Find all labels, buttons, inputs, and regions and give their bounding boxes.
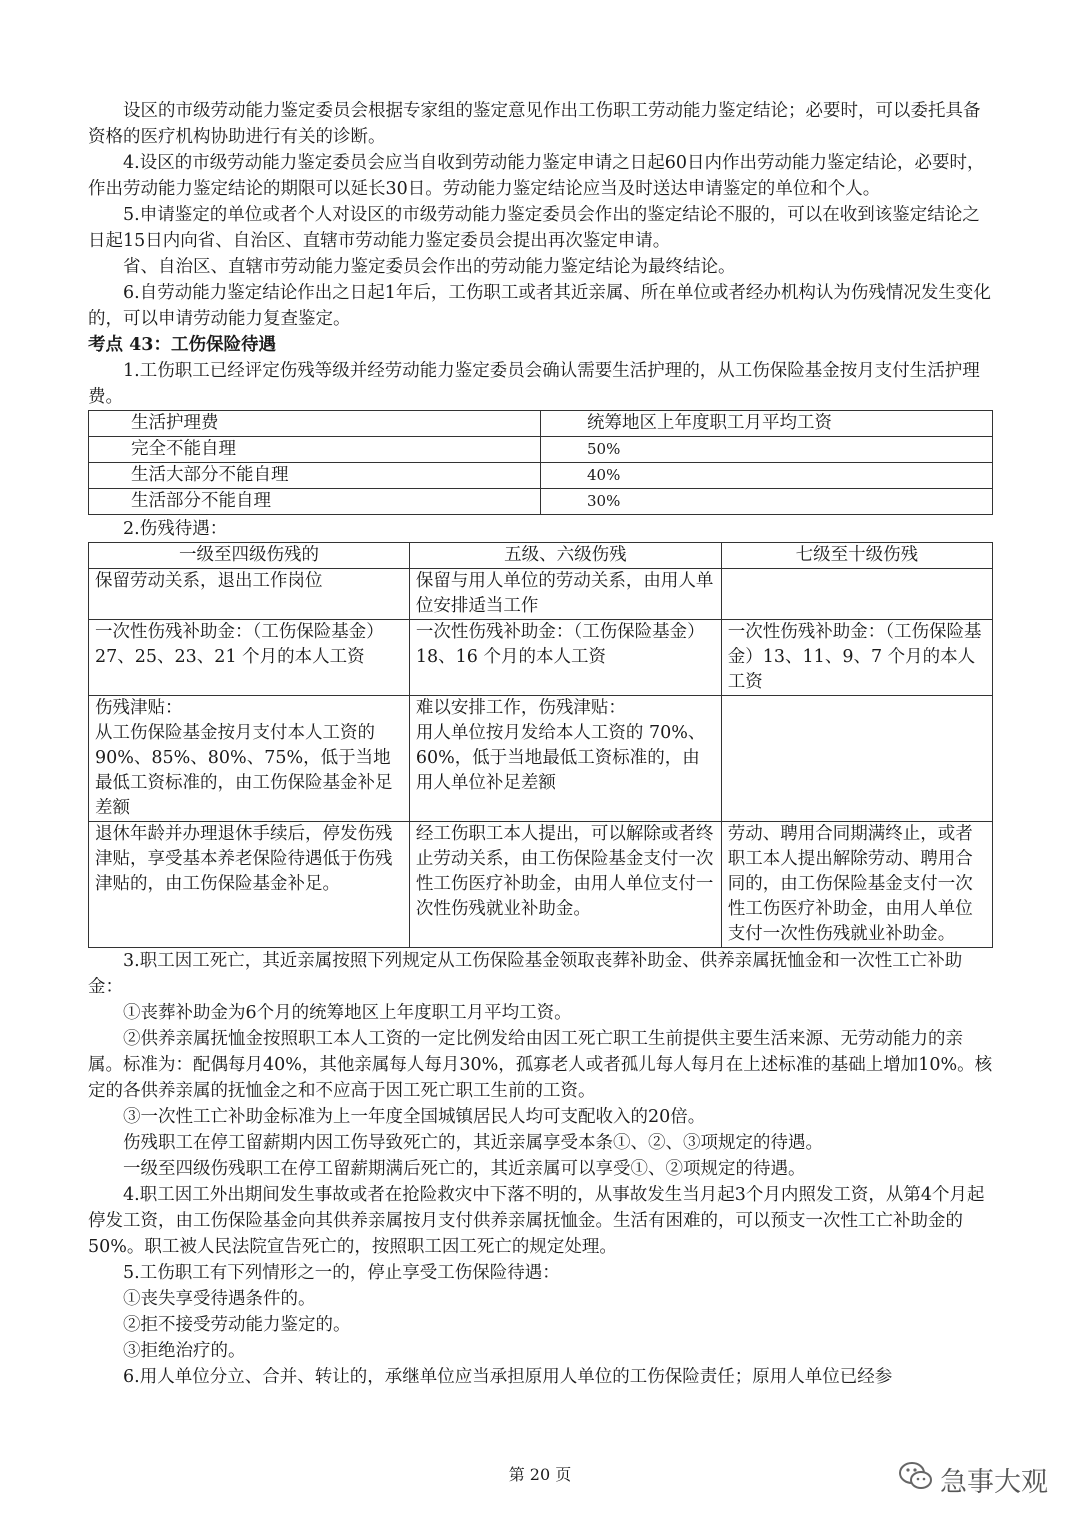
table-cell: 30% [541, 489, 993, 515]
table-row [89, 489, 993, 515]
care-fee-table [88, 410, 993, 515]
paragraph: 3.职工因工死亡，其近亲属按照下列规定从工伤保险基金领取丧葬补助金、供养亲属抚恤金和一次性工亡补助金： [88, 951, 963, 997]
table-cell: 保留劳动关系，退出工作岗位 [89, 569, 410, 620]
watermark-text: 急事大观 [940, 1467, 1048, 1498]
table-cell: 一次性伤残补助金：（工伤保险基金）27、25、23、21 个月的本人工资 [89, 620, 410, 696]
table-row [89, 696, 993, 822]
table-header-row [89, 411, 993, 437]
table-row [89, 463, 993, 489]
paragraph: 6.用人单位分立、合并、转让的，承继单位应当承担原用人单位的工伤保险责任；原用人单位已经参 [123, 1367, 893, 1387]
table-cell: 生活大部分不能自理 [89, 463, 541, 489]
paragraph: 一级至四级伤残职工在停工留薪期满后死亡的，其近亲属可以享受①、②项规定的待遇。 [123, 1159, 806, 1179]
table-cell: 难以安排工作，伤残津贴： 用人单位按月发给本人工资的 70%、60%，低于当地最低工资标准的，由用人单位补足差额 [409, 696, 721, 822]
paragraph: 4.职工因工外出期间发生事故或者在抢险救灾中下落不明的，从事故发生当月起3个月内照发工资，从第4个月起停发工资，由工伤保险基金向其供养亲属按月支付供养亲属抚恤金。生活有困难的，可以预支一次性工亡补助金的50%。职工被人民法院宣告死亡的，按照职工因工死亡的规定处理。 [88, 1185, 985, 1257]
paragraph: 5.工伤职工有下列情形之一的，停止享受工伤保险待遇： [123, 1263, 560, 1283]
wechat-icon [898, 1461, 934, 1498]
paragraph: 设区的市级劳动能力鉴定委员会根据专家组的鉴定意见作出工伤职工劳动能力鉴定结论；必要时，可以委托具备资格的医疗机构协助进行有关的诊断。 [88, 101, 981, 147]
paragraph: ②拒不接受劳动能力鉴定的。 [123, 1315, 351, 1335]
table-cell: 伤残津贴： 从工伤保险基金按月支付本人工资的 90%、85%、80%、75%，低于当地最低工资标准的，由工伤保险基金补足差额 [89, 696, 410, 822]
document-page [88, 98, 993, 1390]
table-header-cell: 一级至四级伤残的 [89, 543, 410, 569]
paragraph: 2.伤残待遇： [123, 519, 228, 539]
disability-benefits-table [88, 542, 993, 948]
table-cell: 一次性伤残补助金：（工伤保险基金）18、16 个月的本人工资 [409, 620, 721, 696]
paragraph: ③一次性工亡补助金标准为上一年度全国城镇居民人均可支配收入的20倍。 [123, 1107, 706, 1127]
paragraph: 6.自劳动能力鉴定结论作出之日起1年后，工伤职工或者其近亲属、所在单位或者经办机构认为伤残情况发生变化的，可以申请劳动能力复查鉴定。 [88, 283, 991, 329]
table-header-cell: 生活护理费 [89, 411, 541, 437]
paragraph: ③拒绝治疗的。 [123, 1341, 246, 1361]
table-row [89, 569, 993, 620]
page-number: 第 20 页 [508, 1465, 572, 1484]
table-cell [721, 696, 992, 822]
paragraph: 4.设区的市级劳动能力鉴定委员会应当自收到劳动能力鉴定申请之日起60日内作出劳动能力鉴定结论，必要时，作出劳动能力鉴定结论的期限可以延长30日。劳动能力鉴定结论应当及时送达申请鉴定的单位和个人。 [88, 153, 985, 199]
table-cell: 50% [541, 437, 993, 463]
table-header-row [89, 543, 993, 569]
table-row [89, 437, 993, 463]
paragraph: 5.申请鉴定的单位或者个人对设区的市级劳动能力鉴定委员会作出的鉴定结论不服的，可以在收到该鉴定结论之日起15日内向省、自治区、直辖市劳动能力鉴定委员会提出再次鉴定申请。 [88, 205, 980, 251]
table-cell [721, 569, 992, 620]
table-header-cell: 七级至十级伤残 [721, 543, 992, 569]
paragraph: 1.工伤职工已经评定伤残等级并经劳动能力鉴定委员会确认需要生活护理的，从工伤保险基金按月支付生活护理费。 [88, 361, 980, 407]
table-row [89, 822, 993, 948]
table-cell: 一次性伤残补助金：（工伤保险基金）13、11、9、7 个月的本人工资 [721, 620, 992, 696]
paragraph: ②供养亲属抚恤金按照职工本人工资的一定比例发给由因工死亡职工生前提供主要生活来源、无劳动能力的亲属。标准为：配偶每月40%，其他亲属每人每月30%，孤寡老人或者孤儿每人每月在上述标准的基础上增加10%。核定的各供养亲属的抚恤金之和不应高于因工死亡职工生前的工资。 [88, 1029, 993, 1101]
section-heading: 考点 43：工伤保险待遇 [88, 335, 276, 355]
table-header-cell: 统筹地区上年度职工月平均工资 [541, 411, 993, 437]
table-cell: 生活部分不能自理 [89, 489, 541, 515]
watermark [898, 1460, 1048, 1499]
paragraph: ①丧失享受待遇条件的。 [123, 1289, 316, 1309]
table-cell: 劳动、聘用合同期满终止，或者职工本人提出解除劳动、聘用合同的，由工伤保险基金支付一次性工伤医疗补助金，由用人单位支付一次性伤残就业补助金。 [721, 822, 992, 948]
table-cell: 完全不能自理 [89, 437, 541, 463]
table-row [89, 620, 993, 696]
table-cell: 保留与用人单位的劳动关系，由用人单位安排适当工作 [409, 569, 721, 620]
table-header-cell: 五级、六级伤残 [409, 543, 721, 569]
paragraph: 伤残职工在停工留薪期内因工伤导致死亡的，其近亲属享受本条①、②、③项规定的待遇。 [123, 1133, 823, 1153]
paragraph: 省、自治区、直辖市劳动能力鉴定委员会作出的劳动能力鉴定结论为最终结论。 [123, 257, 736, 277]
table-cell: 40% [541, 463, 993, 489]
table-cell: 经工伤职工本人提出，可以解除或者终止劳动关系，由工伤保险基金支付一次性工伤医疗补助金，由用人单位支付一次性伤残就业补助金。 [409, 822, 721, 948]
paragraph: ①丧葬补助金为6个月的统筹地区上年度职工月平均工资。 [123, 1003, 572, 1023]
table-cell: 退休年龄并办理退休手续后，停发伤残津贴，享受基本养老保险待遇低于伤残津贴的，由工伤保险基金补足。 [89, 822, 410, 948]
